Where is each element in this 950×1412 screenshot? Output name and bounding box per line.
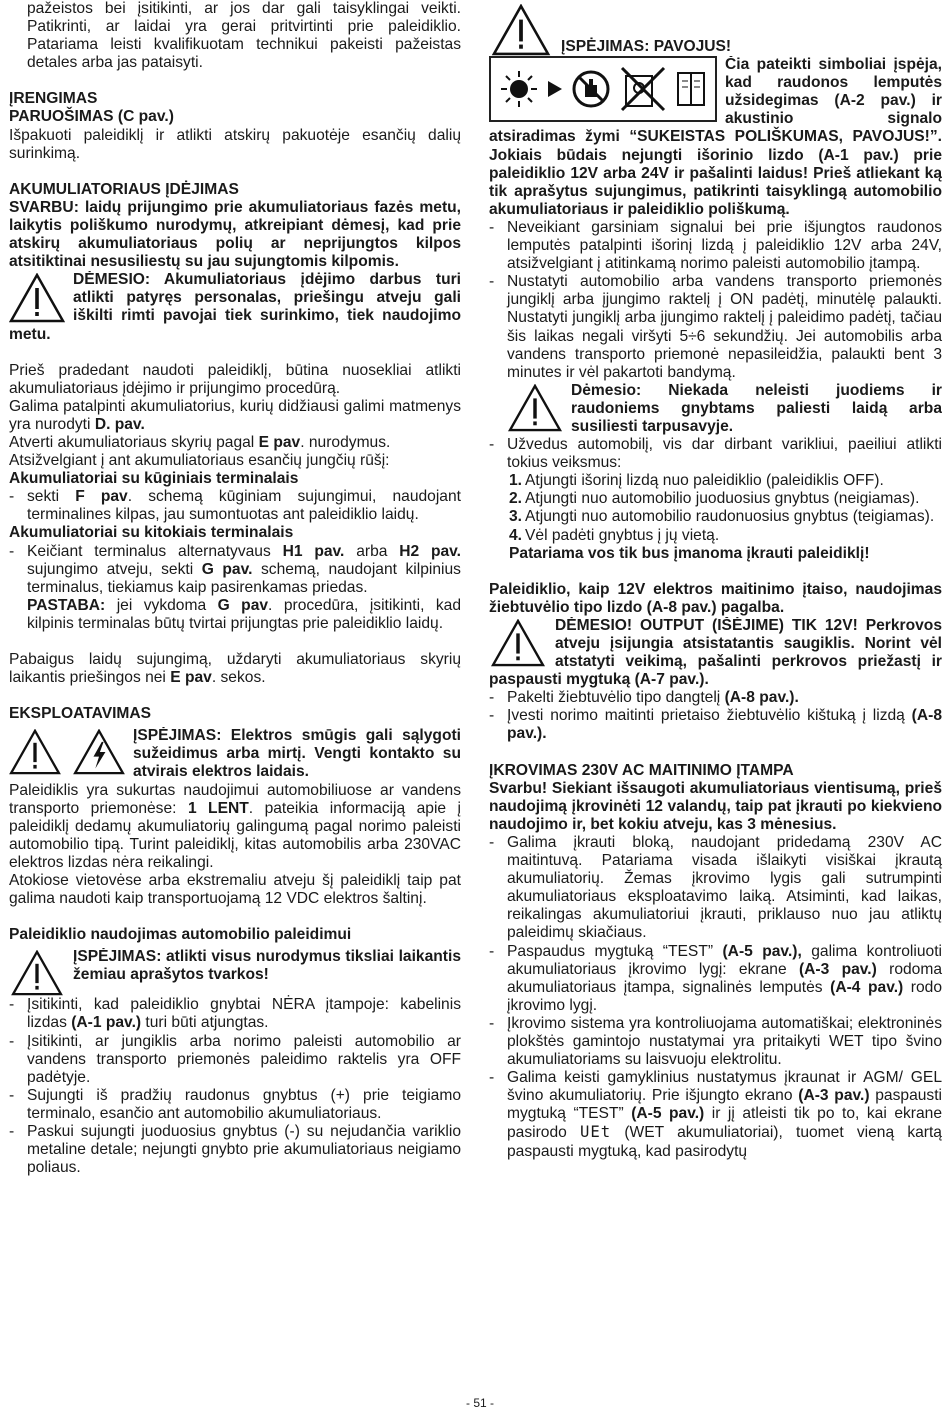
c4-c: paspausti mygtuką “TEST”: [507, 1087, 943, 1123]
list-dash: -: [9, 1086, 15, 1104]
note-paragraph: [9, 597, 461, 633]
c2-ref-a4: (A-4 pav.): [830, 978, 904, 996]
manual-book-icon: [675, 69, 707, 109]
page-number: - 51 -: [466, 1396, 495, 1410]
close-c: . sekos.: [211, 669, 266, 687]
pw2-text: [507, 707, 942, 743]
battery-important: SVARBU: laidų prijungimo prie akumuliatoriaus fazės metu, laikytis poliškumo nurodymų, atkreipiant dėmesį, kad prie atskirų akumuliatoriaus polių ar neprijungtos kilpos atsitiktinai nesusiliestų su jau sujungtomis kilpomis.: [9, 198, 461, 271]
op-p1-ref: 1 LENT: [187, 799, 249, 817]
battery-p3: [9, 434, 461, 452]
other-ref-h1: H1 pav.: [282, 542, 345, 560]
battery-p2: [9, 398, 461, 434]
power-heading: Paleidiklio, kaip 12V elektros maitinimo įtaiso, naudojimas žiebtuvėlio tipo lizdo (A-8 pav.) pagalba.: [489, 580, 942, 616]
other-g: schemą, naudojant kilpinius terminalus, tiekiamus kaip pasirenkamas priedas.: [27, 560, 461, 596]
list-item: [9, 996, 461, 1032]
list-item: [489, 834, 942, 943]
list-dash: -: [489, 436, 495, 454]
other-a: Keičiant terminalus alternatyvaus: [27, 542, 283, 560]
prep-text: Išpakuoti paleidiklį ir atlikti atskirų pakuotėje esančių dalių surinkimą.: [9, 126, 461, 162]
no-device-icon: [620, 66, 666, 112]
pw2-a: Įvesti norimo maitinti prietaiso žiebtuvėlio kištuką į lizdą: [507, 707, 912, 725]
conical-ref: F pav: [75, 488, 128, 506]
n3-text: Atjungti nuo automobilio raudonuosius gnybtus (teigiamas).: [525, 508, 935, 526]
list-dash: -: [489, 689, 495, 707]
n2-text: Atjungti nuo automobilio juoduosius gnybtus (neigiamas).: [525, 490, 920, 508]
item-number: 4.: [509, 526, 523, 544]
c2-a: Paspaudus mygtuką “TEST”: [507, 942, 723, 960]
r2-text: Nustatyti automobilio arba vandens transporto priemonės jungiklį arba įjungimo raktelį į ON padėtį, minutėlę palaukti. Nustatyti jungiklį arba įjungimo raktelį į paleidimo padėtį, tačiau šis laikas negali viršyti 5÷6 sekundžių. Jei automobilis arba vandens transporto priemonė nepasileidžia, palaukti bent 3 minutes ir vėl pakartoti bandymą.: [507, 273, 942, 381]
spark-icon: [499, 69, 539, 109]
s1-a: Įsitikinti, kad paleidiklio gnybtai NĖRA įtampoje: kabelinis lizdas: [27, 996, 461, 1032]
note-ref: G pav: [217, 596, 269, 614]
c2-e: rodoma akumuliatoriaus įtampa, signalinės lemputės: [507, 960, 942, 996]
numbered-item: [489, 527, 942, 545]
battery-p1: Prieš pradedant naudoti paleidiklį, būtina nuosekliai atlikti akumuliatoriaus įdėjimo ir prijungimo procedūrą.: [9, 361, 461, 397]
c3-text: Įkrovimo sistema yra kontroliuojama automatiškai; elektroninės plokštės gamintojo nustatymai yra pritaikyti WET tipo švino akumuliatoriams su laisvuoju elektrolitu.: [507, 1014, 942, 1069]
c4-ref-a3: (A-3 pav.): [798, 1087, 870, 1105]
c2-c: galima kontroliuoti akumuliatoriaus įkrovimo lygį: ekrane: [507, 942, 943, 978]
list-item: [9, 488, 461, 524]
pw1-ref: (A-8 pav.).: [724, 689, 799, 707]
r3-text: Užvedus automobilį, vis dar dirbant varikliui, paeiliui atlikti tokius veiksmus:: [507, 436, 942, 472]
operation-p1: [9, 782, 461, 872]
battery-p4: Atsižvelgiant į ant akumuliatoriaus esančių jungčių rūšį:: [9, 452, 390, 470]
danger-body-block: [489, 56, 942, 219]
c2-text: [507, 943, 942, 1015]
battery-heading: AKUMULIATORIAUS ĮDĖJIMAS: [9, 180, 239, 198]
list-dash: -: [489, 707, 495, 725]
step-3-text: Sujungti iš pradžių raudonus gnybtus (+) prie teigiamo terminalo, esančio ant automobilio akumuliatoriaus.: [27, 1086, 461, 1122]
c4-e: ir jį atleisti tik po to, kai ekrane pasirodo: [507, 1105, 942, 1142]
left-column: [9, 0, 461, 1177]
c2-ref-a5: (A-5 pav.),: [722, 942, 802, 960]
electric-shock-icon: [73, 729, 125, 775]
pw2-ref: (A-8 pav.).: [507, 707, 942, 743]
list-item: [489, 943, 942, 1015]
warning-triangle-icon: [9, 729, 61, 775]
c2-g: rodo įkrovimo lygį.: [507, 978, 943, 1014]
battery-warning-block: [9, 271, 461, 343]
other-text: [27, 543, 461, 597]
list-dash: -: [9, 542, 15, 560]
start-warning-text: ĮSPĖJIMAS: atlikti visus nurodymus tiksliai laikantis žemiau aprašytos tvarkos!: [73, 948, 461, 984]
note-label: PASTABA:: [27, 596, 106, 614]
conical-heading: Akumuliatoriai su kūginiais terminalais: [9, 470, 299, 488]
power-warning-text: DĖMESIO! OUTPUT (IŠĖJIME) TIK 12V! Perkrovos atveju įsijungia atsistatantis saugiklis. Norint vėl atstatyti veikimą, pašalinti perkrovos priežastį ir paspausti mygtuką (A-7 pav.).: [489, 616, 942, 689]
list-dash: -: [9, 488, 15, 506]
list-dash: -: [489, 1069, 495, 1087]
item-number: 1.: [509, 472, 523, 490]
other-e: sujungimo atveju, sekti: [27, 560, 202, 578]
battery-p3-tail: . nurodymus.: [300, 433, 391, 451]
list-item: [489, 1015, 942, 1069]
warning-triangle-icon: [9, 273, 65, 323]
op-p1-a: Paleidiklis yra sukurtas naudojimui automobiliuose ar vandens transporto priemonėse:: [9, 781, 461, 817]
polarity-symbols: [489, 56, 717, 122]
list-dash: -: [9, 1032, 15, 1050]
list-item: [489, 436, 942, 472]
list-item: [489, 219, 942, 273]
list-item: [489, 273, 942, 382]
battery-p2-text: Galima patalpinti akumuliatorius, kurių didžiausi galimi matmenys yra nurodyti: [9, 397, 461, 433]
display-code: UEt: [580, 1123, 612, 1142]
conical-a: sekti: [27, 488, 76, 506]
battery-p3-text: Atverti akumuliatoriaus skyrių pagal: [9, 433, 259, 451]
operation-warning-text: ĮSPĖJIMAS: Elektros smūgis gali sąlygoti sužeidimus arba mirtį. Vengti kontakto su atvirais elektros laidais.: [133, 727, 461, 781]
operation-p2: Atokiose vietovėse arba ekstremaliu atveju šį paleidiklį taip pat galima naudoti kaip transportuojamą 12 VDC elektros šaltinį.: [9, 872, 461, 908]
danger-heading-block: [489, 4, 942, 56]
c4-ref-a5: (A-5 pav.): [631, 1105, 705, 1123]
start-heading: Paleidiklio naudojimas automobilio paleidimui: [9, 926, 352, 944]
list-item: [9, 1033, 461, 1087]
conical-c: . schemą kūginiam sujungimui, naudojant terminalines kilpas, jau sumontuotas ant paleidiklio laidų.: [27, 488, 461, 524]
warning-triangle-icon: [9, 950, 65, 996]
intro-paragraph: pažeistos bei įsitikinti, ar jos dar gali taisyklingai veikti. Patikrinti, ar laidai yra gerai pritvirtinti prie paleidiklio. Patariama leisti kvalifikuotam technikui pakeisti pažeistas detales arba jas pataisyti.: [27, 0, 461, 72]
recommend-text: Patariama vos tik bus įmanoma įkrauti paleidiklį!: [509, 544, 870, 562]
numbered-item: [489, 490, 942, 508]
warning-triangle-icon: [507, 384, 563, 432]
list-dash: -: [489, 273, 495, 291]
install-heading: ĮRENGIMAS: [9, 90, 98, 108]
pw1-a: Pakelti žiebtuvėlio tipo dangtelį: [507, 689, 725, 707]
no-touch-icon: [571, 69, 611, 109]
battery-p3-ref: E pav: [258, 433, 301, 451]
other-c: arba: [344, 542, 400, 560]
pw1-text: [507, 689, 942, 707]
charge-heading: ĮKROVIMAS 230V AC MAITINIMO ĮTAMPA: [489, 761, 794, 779]
operation-warning-block: [9, 727, 461, 781]
c1-text: Galima įkrauti bloką, naudojant pridedamą 230V AC maitintuvą. Patariama visada išlaikyti visiškai įkrautą akumuliatorių. Žemas įkrovimo lygis gali sutrumpinti akumuliatoriaus eksploatavimo laiką. Atsiminti, kad laikas, reikalingas akumuliatoriui įkrauti, priklauso nuo jau atliktų paleidimų skiačiaus.: [507, 833, 942, 942]
danger-title: ĮSPĖJIMAS: PAVOJUS!: [561, 38, 732, 55]
gnybtai-warning-text: Dėmesio: Niekada neleisti juodiems ir raudoniems gnybtams paliesti laidą arba susiliesti tarpusavyje.: [571, 381, 942, 435]
list-item: [489, 689, 942, 707]
start-warning-block: [9, 948, 461, 996]
list-item: [489, 1069, 942, 1160]
battery-p2-ref: D. pav.: [94, 415, 145, 433]
list-dash: -: [9, 1122, 15, 1140]
list-item: [9, 543, 461, 597]
n4-text: Vėl padėti gnybtus į jų vietą.: [525, 526, 720, 544]
note-b: jei vykdoma: [105, 596, 218, 614]
item-number: 3.: [509, 508, 523, 526]
list-item: [489, 707, 942, 743]
charge-important: Svarbu! Siekiant išsaugoti akumuliatoriaus vientisumą, prieš naudojimą įkrovinėti 12 valandų, taip pat įkrauti po kiekvieno naudojimo ir, bet kokiu atveju, kas 3 mėnesius.: [489, 779, 942, 833]
close-ref: E pav: [170, 669, 212, 687]
list-item: [9, 1087, 461, 1123]
list-item: [9, 1123, 461, 1177]
list-dash: -: [489, 218, 495, 236]
right-column: [489, 4, 942, 1161]
s1-c: turi būti atjungtas.: [141, 1014, 269, 1032]
list-dash: -: [489, 942, 495, 960]
numbered-item: [489, 472, 942, 490]
battery-warning-text: DĖMESIO: Akumuliatoriaus įdėjimo darbus turi atlikti patyręs personalas, priešingu atveju gali iškilti rimti pavojai tiek surinkimo, tiek naudojimo metu.: [9, 271, 461, 343]
numbered-item: [489, 508, 942, 526]
r1-text: Neveikiant garsiniam signalui bei prie išjungtos raudonos lemputės patalpinti išorinį lizdą į paleidiklio 12V arba 24V, atsižvelgiant į atitinkamą norimo paleisti automobilio įtampą.: [507, 218, 942, 273]
warning-triangle-icon: [489, 619, 547, 667]
other-ref-h2: H2 pav.: [399, 542, 462, 560]
warning-triangle-icon: [489, 4, 553, 56]
close-a: Pabaigus laidų sujungimą, uždaryti akumuliatoriaus skyrių laikantis priešingos nei: [9, 651, 461, 687]
danger-body-text: Čia pateikti simboliai įspėja, kad raudonos lemputės užsidegimas (A-2 pav.) ir akustinio signalo atsiradimas žymi “SUKEISTAS POLIŠKUMAS, PAVOJUS!”. Jokiais būdais nejungti išorinio lizdo (A-1 pav.) prie paleidiklio 12V arba 24V ir pašalinti laidus! Prieš atliekant ką tik aprašytus sujungimus, patikrinti taisyklingą automobilio akumuliatoriaus ir paleidiklio poliškumą.: [489, 56, 942, 218]
closing-paragraph: [9, 651, 461, 687]
prep-heading: PARUOŠIMAS (C pav.): [9, 108, 174, 126]
op-p1-c: . pateikia informaciją apie į paleidiklį dedamų akumuliatorių galingumą pagal norimo paleisti automobilio tipą. Turint paleidiklį, kitas automobilis arba 230VAC elektros lizdas nėra reikalingi.: [9, 799, 462, 871]
c2-ref-a3: (A-3 pav.): [798, 960, 877, 978]
s1-ref: (A-1 pav.): [71, 1014, 142, 1032]
operation-heading: EKSPLOATAVIMAS: [9, 705, 152, 723]
c4-g: (WET akumuliatoriai), tuomet vieną kartą paspausti mygtuką, kad pasirodytų: [507, 1124, 942, 1160]
list-dash: -: [9, 996, 15, 1014]
step-1-text: [27, 996, 461, 1032]
other-heading: Akumuliatoriai su kitokiais terminalais: [9, 524, 294, 542]
step-2-text: Įsitikinti, ar jungiklis arba norimo paleisti automobilio ar vandens transporto priemonės paleidimo raktelis yra OFF padėtyje.: [27, 1032, 461, 1086]
list-dash: -: [489, 833, 495, 851]
gnybtai-warning-block: [489, 382, 942, 436]
item-number: 2.: [509, 490, 523, 508]
step-4-text: Paskui sujungti juoduosius gnybtus (-) su nejudančia variklio metaline detale; nejungti gnybto prie akumuliatoriaus neigiamo poliaus.: [27, 1122, 461, 1177]
list-dash: -: [489, 1014, 495, 1032]
power-warning-block: [489, 617, 942, 689]
c4-text: [507, 1069, 942, 1160]
other-ref-g: G pav.: [201, 560, 253, 578]
c4-a: Galima keisti gamyklinius nustatymus įkraunat ir AGM/ GEL švino akumuliatorių. Prie išjungto ekrano: [507, 1069, 942, 1105]
note-d: . procedūra, įsitikinti, kad kilpinis terminalas būtų tvirtai prijungtas prie paleidiklio laidų.: [27, 596, 461, 632]
arrow-right-icon: [548, 79, 562, 99]
conical-text: [27, 488, 461, 524]
n1-text: Atjungti išorinį lizdą nuo paleidiklio (paleidiklis OFF).: [525, 472, 884, 490]
